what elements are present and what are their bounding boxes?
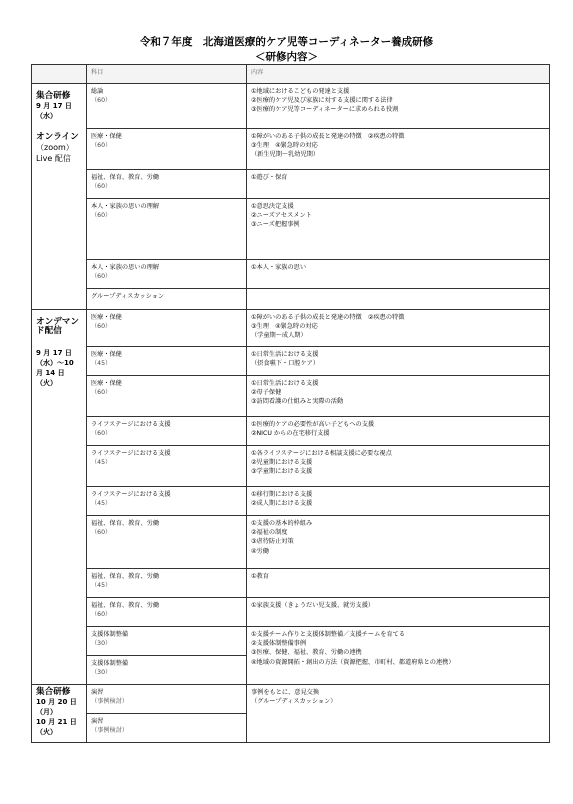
subject-cell bbox=[87, 310, 247, 347]
table-row bbox=[32, 310, 550, 347]
content-cell bbox=[247, 487, 550, 516]
table-row bbox=[32, 170, 550, 199]
session-day: （月） bbox=[36, 708, 57, 717]
content-line: ③ニーズ把握事例 bbox=[251, 221, 300, 229]
content-line: ②成人期における支援 bbox=[251, 500, 313, 508]
session-date: 10 月 20 日 bbox=[36, 698, 77, 707]
subject-label: ライフステージにおける支援 bbox=[91, 421, 171, 428]
content-line: ③学童期における支援 bbox=[251, 468, 313, 476]
table-row bbox=[32, 199, 550, 260]
content-cell bbox=[247, 627, 550, 685]
content-cell bbox=[247, 199, 550, 260]
minutes-label: （60） bbox=[91, 529, 112, 537]
subject-cell bbox=[87, 627, 247, 656]
table-row bbox=[32, 347, 550, 376]
minutes-label: （事例検討） bbox=[91, 698, 129, 706]
minutes-label: （45） bbox=[91, 500, 112, 508]
table-row bbox=[32, 598, 550, 627]
table-row bbox=[32, 487, 550, 516]
content-line: ①日常生活における支援 bbox=[251, 351, 319, 358]
page-title: 令和７年度 北海道医療的ケア児等コーディネーター養成研修 bbox=[139, 36, 434, 48]
page-subtitle: ＜研修内容＞ bbox=[255, 51, 318, 63]
content-cell bbox=[247, 129, 550, 170]
subject-label: 福祉、保育、教育、労働 bbox=[91, 520, 160, 527]
subject-cell bbox=[87, 199, 247, 260]
content-line: ④地域の資源開拓・創出の方法（資源把握、市町村、都道府県との連携） bbox=[251, 658, 455, 666]
content-line: ②母子保健 bbox=[251, 389, 282, 397]
content-line: ①遊び・保育 bbox=[251, 174, 288, 181]
subject-cell bbox=[87, 129, 247, 170]
content-cell bbox=[247, 446, 550, 487]
content-line: ①医療的ケアの必要性が高い子どもへの支援 bbox=[251, 421, 375, 428]
minutes-label: （60） bbox=[91, 611, 112, 619]
table-row bbox=[32, 569, 550, 598]
content-cell bbox=[247, 347, 550, 376]
subject-cell bbox=[87, 347, 247, 376]
content-line: ①家族支援（きょうだい児支援、就労支援） bbox=[251, 602, 375, 609]
content-line: ②医療的ケア児及び家族に対する支援に関する法律 bbox=[251, 97, 393, 105]
subject-cell bbox=[87, 598, 247, 627]
subject-label: 支援体制整備 bbox=[91, 660, 129, 667]
subject-label: 医療・保健 bbox=[91, 133, 122, 140]
content-line: （グループディスカッション） bbox=[251, 698, 337, 706]
content-line: ③虐待防止対策 bbox=[251, 538, 294, 546]
content-line: ③訪問看護の仕組みと実際の活動 bbox=[251, 398, 344, 406]
content-cell bbox=[247, 260, 550, 289]
subject-cell bbox=[87, 289, 247, 310]
content-line: ①本人・家族の思い bbox=[251, 264, 307, 271]
content-line: ①日常生活における支援 bbox=[251, 380, 319, 387]
subject-label: 総論 bbox=[91, 88, 104, 95]
content-line: ④労働 bbox=[251, 547, 269, 555]
content-line: 事例をもとに、意見交換 bbox=[251, 689, 320, 696]
header-subject: 科目 bbox=[87, 65, 247, 84]
content-line: （摂食嚥下・口腔ケア） bbox=[251, 360, 320, 368]
minutes-label: （45） bbox=[91, 582, 112, 590]
minutes-label: （60） bbox=[91, 430, 112, 438]
subject-cell bbox=[87, 487, 247, 516]
subject-label: 医療・保健 bbox=[91, 380, 122, 387]
content-line: ①移行期における支援 bbox=[251, 491, 313, 498]
content-line: ①地域におけるこどもの発達と支援 bbox=[251, 88, 350, 95]
session-name: 集合研修 bbox=[36, 91, 71, 101]
session-date: 月 14 日 bbox=[36, 369, 65, 378]
subject-label: 福祉、保育、教育、労働 bbox=[91, 174, 160, 181]
subject-label: 演習 bbox=[91, 689, 104, 696]
subject-label: 福祉、保育、教育、労働 bbox=[91, 573, 160, 580]
content-line: ③医療的ケア児等コーディネーターに求められる役割 bbox=[251, 106, 399, 114]
minutes-label: （45） bbox=[91, 360, 112, 368]
session-name: 集合研修 bbox=[36, 687, 71, 697]
minutes-label: （60） bbox=[91, 389, 112, 397]
content-line: ①各ライフステージにおける相談支援に必要な視点 bbox=[251, 450, 392, 457]
session-name: オンデマン bbox=[36, 317, 79, 327]
minutes-label: （60） bbox=[91, 183, 112, 191]
subject-label: グループディスカッション bbox=[91, 293, 165, 300]
content-line: ③生理 ④緊急時の対応 bbox=[251, 142, 318, 150]
session-date: 9 月 17 日 bbox=[36, 349, 72, 358]
minutes-label: （事例検討） bbox=[91, 727, 129, 735]
subject-label: 福祉、保育、教育、労働 bbox=[91, 602, 160, 609]
subject-cell bbox=[87, 685, 247, 714]
content-line: ①支援の基本的枠組み bbox=[251, 520, 313, 527]
subject-cell bbox=[87, 417, 247, 446]
session-name-cont: ド配信 bbox=[36, 326, 62, 337]
subject-label: 演習 bbox=[91, 718, 104, 725]
content-cell bbox=[247, 569, 550, 598]
minutes-label: （60） bbox=[91, 97, 112, 105]
content-line: （学童期～成人期） bbox=[251, 332, 307, 340]
minutes-label: （60） bbox=[91, 323, 112, 331]
content-cell bbox=[247, 84, 550, 129]
content-line: ①支援チーム作りと支援体制整備／支援チームを育てる bbox=[251, 631, 406, 638]
header-content: 内容 bbox=[247, 65, 550, 84]
header-row bbox=[32, 65, 550, 84]
subject-label: 本人・家族の思いの理解 bbox=[91, 203, 160, 210]
session-date: （水）～10 bbox=[36, 359, 74, 368]
session-day: （火） bbox=[36, 728, 57, 737]
content-cell bbox=[247, 417, 550, 446]
session-date: 10 月 21 日 bbox=[36, 718, 77, 727]
content-cell bbox=[247, 685, 550, 743]
table-row bbox=[32, 446, 550, 487]
content-line: ①障がいのある子供の成長と発達の特徴 ②疾患の特徴 bbox=[251, 314, 405, 321]
subject-cell bbox=[87, 446, 247, 487]
subject-cell bbox=[87, 84, 247, 129]
content-cell bbox=[247, 170, 550, 199]
content-cell bbox=[247, 598, 550, 627]
content-cell bbox=[247, 516, 550, 569]
content-line: ②支援体制整備事例 bbox=[251, 640, 307, 648]
subject-cell bbox=[87, 170, 247, 199]
minutes-label: （60） bbox=[91, 142, 112, 150]
table-row bbox=[32, 376, 550, 417]
subject-label: ライフステージにおける支援 bbox=[91, 450, 171, 457]
session-mode: オンライン bbox=[36, 132, 79, 143]
table-row bbox=[32, 516, 550, 569]
content-line: ②児童期における支援 bbox=[251, 459, 313, 467]
session-day: （水） bbox=[36, 112, 57, 121]
subject-cell bbox=[87, 656, 247, 685]
content-line: ①意思決定支援 bbox=[251, 203, 294, 210]
subject-label: 支援体制整備 bbox=[91, 631, 129, 638]
subject-cell bbox=[87, 376, 247, 417]
content-cell bbox=[247, 310, 550, 347]
header-session bbox=[32, 65, 87, 84]
minutes-label: （60） bbox=[91, 212, 112, 220]
content-cell bbox=[247, 376, 550, 417]
content-line: ①教育 bbox=[251, 573, 269, 580]
table-row bbox=[32, 129, 550, 170]
table-row bbox=[32, 685, 550, 714]
minutes-label: （45） bbox=[91, 459, 112, 467]
subject-cell bbox=[87, 569, 247, 598]
content-line: ②福祉の制度 bbox=[251, 529, 288, 537]
session-day: （火） bbox=[36, 379, 57, 388]
table-row bbox=[32, 84, 550, 129]
subject-label: ライフステージにおける支援 bbox=[91, 491, 171, 498]
subject-cell bbox=[87, 516, 247, 569]
content-line: ③医療、保健、福祉、教育、労働の連携 bbox=[251, 649, 362, 657]
session-cell-2 bbox=[32, 310, 87, 685]
minutes-label: （60） bbox=[91, 273, 112, 281]
table-row bbox=[32, 289, 550, 310]
content-cell bbox=[247, 289, 550, 310]
content-line: ②NICU からの在宅移行支援 bbox=[251, 430, 330, 438]
subject-cell bbox=[87, 260, 247, 289]
table-row bbox=[32, 260, 550, 289]
minutes-label: （30） bbox=[91, 669, 112, 677]
session-cell-3 bbox=[32, 685, 87, 743]
subject-label: 本人・家族の思いの理解 bbox=[91, 264, 160, 271]
content-line: ①障がいのある子供の成長と発達の特徴 ②疾患の特徴 bbox=[251, 133, 405, 140]
subject-label: 医療・保健 bbox=[91, 314, 122, 321]
content-line: ②ニーズアセスメント bbox=[251, 212, 312, 220]
schedule-table bbox=[31, 64, 550, 743]
table-row bbox=[32, 627, 550, 656]
session-mode-live: Live 配信 bbox=[36, 154, 71, 164]
session-mode-tool: （zoom） bbox=[36, 143, 74, 153]
content-line: ③生理 ④緊急時の対応 bbox=[251, 323, 318, 331]
session-date: 9 月 17 日 bbox=[36, 102, 72, 111]
subject-cell bbox=[87, 714, 247, 743]
session-cell-1 bbox=[32, 84, 87, 310]
table-row bbox=[32, 417, 550, 446]
content-line: （新生児期～乳幼児期） bbox=[251, 151, 320, 159]
minutes-label: （30） bbox=[91, 640, 112, 648]
subject-label: 医療・保健 bbox=[91, 351, 122, 358]
